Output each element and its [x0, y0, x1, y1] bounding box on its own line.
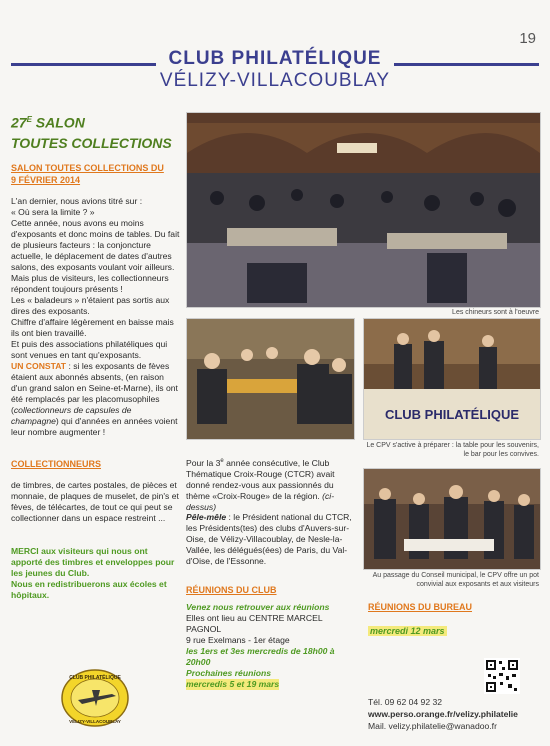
- caption-reception: Au passage du Conseil municipal, le CPV offre un pot convivial aux exposants et aux visiteurs: [372, 572, 539, 588]
- merci-text: MERCI aux visiteurs qui nous ont apporté des timbres et enveloppes pour les jeunes du Club. Nous en redistribuerons aux écoles et hôpitaux.: [11, 546, 175, 600]
- contact-tel: Tél. 09 62 04 92 32: [368, 697, 443, 707]
- collectionneurs-heading: COLLECTIONNEURS: [11, 459, 101, 469]
- photo-banner: [363, 318, 541, 440]
- reunions-club-heading: RÉUNIONS DU CLUB: [186, 585, 277, 595]
- caption-banner: Le CPV s'active à préparer : la table pour les souvenirs, le bar pour les convives.: [366, 442, 539, 458]
- club-logo: [60, 668, 130, 728]
- photo-hall: [186, 112, 541, 308]
- contact-web[interactable]: www.perso.orange.fr/velizy.philatelie: [368, 709, 518, 719]
- club-title: CLUB PHILATÉLIQUE: [168, 48, 382, 69]
- photo-reception: [363, 468, 541, 570]
- reunions-club-info: Venez nous retrouver aux réunions Elles ont lieu au CENTRE MARCEL PAGNOL 9 rue Exelmans - 1er étage les 1ers et 3es mercredis de 18h00 à 20h00 Prochaines réunions mercredis 5 et 19 mars: [186, 602, 335, 689]
- pele-mele-paragraph: Pêle-mêle : le Président national du CTCR, les Présidents(tes) des clubs d'Auvers-sur-Oise, de Vélizy-Villacoublay, de Nesle-la-Vallée, les délégués(ées) de Paris, du Val-d'Oise, de l'Essonne.: [186, 512, 352, 566]
- reunions-bureau-heading: RÉUNIONS DU BUREAU: [368, 602, 473, 612]
- logo-text-bottom: VÉLIZY-VILLACOUBLAY: [69, 719, 121, 724]
- collectionneurs-text: de timbres, de cartes postales, de pièces et monnaie, de plaques de muselet, de pin's et fèves, de télécartes, de tout ce qui peut se collectionner dans un espace restreint ...: [11, 480, 179, 523]
- salon-article: L'an dernier, nous avions titré sur : « Où sera la limite ? » Cette année, nous avons eu moins d'exposants et donc moins de tables. Du fait de plusieurs facteurs : la conjoncture actuelle, le déplacement de dates d'autres salons, des exposants voulant voir ailleurs. Mais plus de visiteurs, les collectionneurs répondent toujours présents ! Les « baladeurs » n'étaient pas sortis aux dires des exposants. Chiffre d'affaire légèrement en baisse mais ils ont bien travaillé. Et puis des associations philatéliques qui sont venues en tant qu'exposants. UN CONSTAT : si les exposants de fèves étaient aux abonnés absents, (en raison d'un grand salon en Seine-et-Marne), ils ont été remplacés par les placomusophiles (collectionneurs de capsules de champagne) qui d'années en années voient leur nombre augmenter !: [11, 196, 180, 437]
- contact-block: [368, 696, 518, 732]
- qr-code: [484, 658, 520, 694]
- banner-text: CLUB PHILATÉLIQUE: [384, 407, 520, 422]
- ctcr-paragraph: Pour la 3e année consécutive, le Club Thématique Croix-Rouge (CTCR) avait donné rendez-vous aux passionnés du thème «Croix-Rouge» de la région. (ci-dessus): [186, 457, 335, 512]
- contact-mail[interactable]: Mail. velizy.philatelie@wanadoo.fr: [368, 721, 497, 731]
- logo-text-top: CLUB PHILATÉLIQUE: [69, 675, 121, 681]
- photo-meeting: [186, 318, 355, 440]
- bureau-date: mercredi 12 mars: [370, 626, 445, 636]
- salon-date-heading: SALON TOUTES COLLECTIONS DU 9 FÉVRIER 2014: [11, 163, 164, 185]
- salon-title: $27^E$ SALON TOUTES COLLECTIONS: [11, 114, 172, 151]
- club-subtitle: VÉLIZY-VILLACOUBLAY: [159, 70, 391, 91]
- caption-hall: Les chineurs sont à l'oeuvre: [452, 309, 539, 316]
- page-number: 19: [519, 30, 536, 47]
